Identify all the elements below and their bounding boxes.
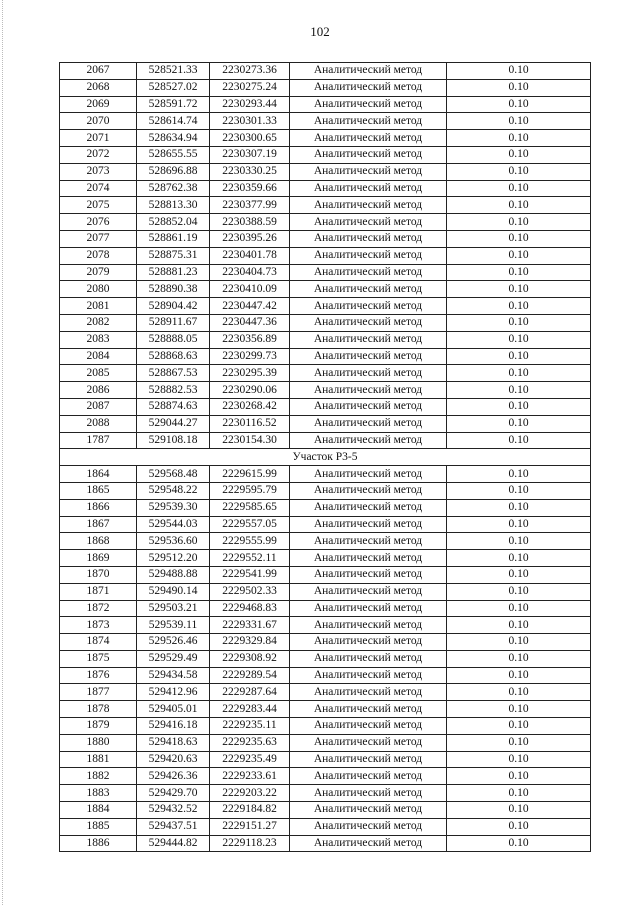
y-coordinate-cell: 2229151.27 [210,818,290,835]
x-coordinate-cell: 529412.96 [137,684,210,701]
accuracy-cell: 0.10 [447,415,591,432]
table-row [60,180,591,197]
table-row [60,281,591,298]
point-id-cell: 2075 [60,197,137,214]
section-header-group [60,449,591,466]
method-cell: Аналитический метод [290,230,447,247]
table-row [60,768,591,785]
x-coordinate-cell: 529548.22 [137,482,210,499]
table-row [60,348,591,365]
method-cell: Аналитический метод [290,583,447,600]
x-coordinate-cell: 529444.82 [137,835,210,852]
y-coordinate-cell: 2229308.92 [210,650,290,667]
point-id-cell: 2072 [60,146,137,163]
table-row [60,617,591,634]
table-row [60,566,591,583]
y-coordinate-cell: 2230410.09 [210,281,290,298]
accuracy-cell: 0.10 [447,230,591,247]
accuracy-cell: 0.10 [447,835,591,852]
y-coordinate-cell: 2229329.84 [210,634,290,651]
method-cell: Аналитический метод [290,79,447,96]
point-id-cell: 2079 [60,264,137,281]
method-cell: Аналитический метод [290,281,447,298]
x-coordinate-cell: 529503.21 [137,600,210,617]
method-cell: Аналитический метод [290,701,447,718]
x-coordinate-cell: 528890.38 [137,281,210,298]
point-id-cell: 2083 [60,331,137,348]
method-cell: Аналитический метод [290,734,447,751]
x-coordinate-cell: 529429.70 [137,785,210,802]
accuracy-cell: 0.10 [447,785,591,802]
x-coordinate-cell: 528591.72 [137,96,210,113]
point-id-cell: 1884 [60,802,137,819]
accuracy-cell: 0.10 [447,96,591,113]
accuracy-cell: 0.10 [447,247,591,264]
table-row [60,382,591,399]
accuracy-cell: 0.10 [447,264,591,281]
point-id-cell: 2074 [60,180,137,197]
y-coordinate-cell: 2230356.89 [210,331,290,348]
point-id-cell: 2084 [60,348,137,365]
point-id-cell: 2068 [60,79,137,96]
accuracy-cell: 0.10 [447,768,591,785]
table-row [60,583,591,600]
x-coordinate-cell: 529544.03 [137,516,210,533]
method-cell: Аналитический метод [290,331,447,348]
table-row [60,214,591,231]
accuracy-cell: 0.10 [447,214,591,231]
table-body-part-1 [60,63,591,449]
accuracy-cell: 0.10 [447,79,591,96]
point-id-cell: 1879 [60,718,137,735]
point-id-cell: 2076 [60,214,137,231]
table-row [60,550,591,567]
point-id-cell: 1864 [60,466,137,483]
table-row [60,365,591,382]
accuracy-cell: 0.10 [447,516,591,533]
method-cell: Аналитический метод [290,382,447,399]
table-row [60,818,591,835]
table-row [60,247,591,264]
y-coordinate-cell: 2229289.54 [210,667,290,684]
x-coordinate-cell: 529529.49 [137,650,210,667]
point-id-cell: 2087 [60,398,137,415]
x-coordinate-cell: 529426.36 [137,768,210,785]
point-id-cell: 1886 [60,835,137,852]
table-row [60,499,591,516]
table-row [60,802,591,819]
accuracy-cell: 0.10 [447,600,591,617]
x-coordinate-cell: 528655.55 [137,146,210,163]
method-cell: Аналитический метод [290,365,447,382]
table-body-part-2 [60,466,591,852]
method-cell: Аналитический метод [290,768,447,785]
y-coordinate-cell: 2229118.23 [210,835,290,852]
point-id-cell: 2070 [60,113,137,130]
y-coordinate-cell: 2229468.83 [210,600,290,617]
x-coordinate-cell: 529432.52 [137,802,210,819]
x-coordinate-cell: 528527.02 [137,79,210,96]
y-coordinate-cell: 2230295.39 [210,365,290,382]
table-row [60,650,591,667]
accuracy-cell: 0.10 [447,432,591,449]
method-cell: Аналитический метод [290,298,447,315]
x-coordinate-cell: 528911.67 [137,314,210,331]
method-cell: Аналитический метод [290,718,447,735]
accuracy-cell: 0.10 [447,281,591,298]
point-id-cell: 1880 [60,734,137,751]
table-row [60,835,591,852]
method-cell: Аналитический метод [290,650,447,667]
point-id-cell: 1867 [60,516,137,533]
accuracy-cell: 0.10 [447,802,591,819]
point-id-cell: 1871 [60,583,137,600]
x-coordinate-cell: 529416.18 [137,718,210,735]
point-id-cell: 1883 [60,785,137,802]
accuracy-cell: 0.10 [447,818,591,835]
method-cell: Аналитический метод [290,398,447,415]
y-coordinate-cell: 2230290.06 [210,382,290,399]
method-cell: Аналитический метод [290,432,447,449]
table-row [60,163,591,180]
table-row [60,130,591,147]
x-coordinate-cell: 528861.19 [137,230,210,247]
table-row [60,482,591,499]
point-id-cell: 1876 [60,667,137,684]
table-row [60,785,591,802]
accuracy-cell: 0.10 [447,751,591,768]
accuracy-cell: 0.10 [447,650,591,667]
accuracy-cell: 0.10 [447,298,591,315]
x-coordinate-cell: 529488.88 [137,566,210,583]
y-coordinate-cell: 2229184.82 [210,802,290,819]
method-cell: Аналитический метод [290,667,447,684]
table-row [60,298,591,315]
point-id-cell: 2081 [60,298,137,315]
x-coordinate-cell: 528868.63 [137,348,210,365]
y-coordinate-cell: 2229331.67 [210,617,290,634]
x-coordinate-cell: 528888.05 [137,331,210,348]
table-row [60,667,591,684]
table-row [60,415,591,432]
x-coordinate-cell: 528614.74 [137,113,210,130]
x-coordinate-cell: 528696.88 [137,163,210,180]
method-cell: Аналитический метод [290,113,447,130]
point-id-cell: 1885 [60,818,137,835]
y-coordinate-cell: 2230330.25 [210,163,290,180]
point-id-cell: 1878 [60,701,137,718]
x-coordinate-cell: 529539.30 [137,499,210,516]
table-row [60,734,591,751]
x-coordinate-cell: 529405.01 [137,701,210,718]
accuracy-cell: 0.10 [447,550,591,567]
method-cell: Аналитический метод [290,163,447,180]
table-row [60,331,591,348]
point-id-cell: 2077 [60,230,137,247]
y-coordinate-cell: 2229233.61 [210,768,290,785]
accuracy-cell: 0.10 [447,348,591,365]
x-coordinate-cell: 528904.42 [137,298,210,315]
x-coordinate-cell: 529490.14 [137,583,210,600]
point-id-cell: 1881 [60,751,137,768]
point-id-cell: 2078 [60,247,137,264]
x-coordinate-cell: 529044.27 [137,415,210,432]
point-id-cell: 1873 [60,617,137,634]
method-cell: Аналитический метод [290,835,447,852]
table-row [60,600,591,617]
y-coordinate-cell: 2230275.24 [210,79,290,96]
accuracy-cell: 0.10 [447,130,591,147]
table-row [60,230,591,247]
table-row [60,701,591,718]
table-row [60,398,591,415]
point-id-cell: 1874 [60,634,137,651]
table-row [60,79,591,96]
table-row [60,533,591,550]
x-coordinate-cell: 529536.60 [137,533,210,550]
method-cell: Аналитический метод [290,802,447,819]
table-row [60,684,591,701]
accuracy-cell: 0.10 [447,180,591,197]
accuracy-cell: 0.10 [447,146,591,163]
accuracy-cell: 0.10 [447,398,591,415]
table-row [60,516,591,533]
x-coordinate-cell: 529539.11 [137,617,210,634]
accuracy-cell: 0.10 [447,365,591,382]
scan-edge-marks [2,0,4,905]
y-coordinate-cell: 2230116.52 [210,415,290,432]
y-coordinate-cell: 2230447.36 [210,314,290,331]
table-row [60,146,591,163]
accuracy-cell: 0.10 [447,63,591,80]
method-cell: Аналитический метод [290,751,447,768]
accuracy-cell: 0.10 [447,583,591,600]
x-coordinate-cell: 528762.38 [137,180,210,197]
y-coordinate-cell: 2229555.99 [210,533,290,550]
point-id-cell: 2082 [60,314,137,331]
method-cell: Аналитический метод [290,634,447,651]
point-id-cell: 1870 [60,566,137,583]
x-coordinate-cell: 528875.31 [137,247,210,264]
point-id-cell: 2067 [60,63,137,80]
method-cell: Аналитический метод [290,499,447,516]
point-id-cell: 1882 [60,768,137,785]
y-coordinate-cell: 2230447.42 [210,298,290,315]
method-cell: Аналитический метод [290,247,447,264]
y-coordinate-cell: 2229557.05 [210,516,290,533]
method-cell: Аналитический метод [290,516,447,533]
accuracy-cell: 0.10 [447,533,591,550]
table-row [60,466,591,483]
point-id-cell: 2085 [60,365,137,382]
table-row [60,432,591,449]
x-coordinate-cell: 529420.63 [137,751,210,768]
method-cell: Аналитический метод [290,197,447,214]
method-cell: Аналитический метод [290,785,447,802]
accuracy-cell: 0.10 [447,499,591,516]
y-coordinate-cell: 2230404.73 [210,264,290,281]
section-header-row [60,449,591,466]
method-cell: Аналитический метод [290,348,447,365]
method-cell: Аналитический метод [290,566,447,583]
point-id-cell: 1875 [60,650,137,667]
method-cell: Аналитический метод [290,684,447,701]
accuracy-cell: 0.10 [447,718,591,735]
accuracy-cell: 0.10 [447,734,591,751]
x-coordinate-cell: 528874.63 [137,398,210,415]
y-coordinate-cell: 2230377.99 [210,197,290,214]
accuracy-cell: 0.10 [447,466,591,483]
y-coordinate-cell: 2230154.30 [210,432,290,449]
point-id-cell: 1787 [60,432,137,449]
method-cell: Аналитический метод [290,818,447,835]
point-id-cell: 2080 [60,281,137,298]
accuracy-cell: 0.10 [447,617,591,634]
page-number: 102 [310,24,330,39]
method-cell: Аналитический метод [290,550,447,567]
method-cell: Аналитический метод [290,415,447,432]
y-coordinate-cell: 2230268.42 [210,398,290,415]
y-coordinate-cell: 2229235.63 [210,734,290,751]
accuracy-cell: 0.10 [447,667,591,684]
y-coordinate-cell: 2230395.26 [210,230,290,247]
coordinates-table [59,62,591,852]
method-cell: Аналитический метод [290,264,447,281]
x-coordinate-cell: 529568.48 [137,466,210,483]
y-coordinate-cell: 2230299.73 [210,348,290,365]
point-id-cell: 2069 [60,96,137,113]
point-id-cell: 2088 [60,415,137,432]
table-row [60,197,591,214]
accuracy-cell: 0.10 [447,163,591,180]
x-coordinate-cell: 528867.53 [137,365,210,382]
accuracy-cell: 0.10 [447,634,591,651]
y-coordinate-cell: 2230293.44 [210,96,290,113]
method-cell: Аналитический метод [290,146,447,163]
method-cell: Аналитический метод [290,482,447,499]
y-coordinate-cell: 2229502.33 [210,583,290,600]
method-cell: Аналитический метод [290,617,447,634]
y-coordinate-cell: 2229235.49 [210,751,290,768]
y-coordinate-cell: 2230273.36 [210,63,290,80]
table-row [60,718,591,735]
y-coordinate-cell: 2229552.11 [210,550,290,567]
x-coordinate-cell: 528634.94 [137,130,210,147]
y-coordinate-cell: 2230359.66 [210,180,290,197]
method-cell: Аналитический метод [290,533,447,550]
x-coordinate-cell: 529418.63 [137,734,210,751]
point-id-cell: 2073 [60,163,137,180]
x-coordinate-cell: 528813.30 [137,197,210,214]
table-row [60,314,591,331]
x-coordinate-cell: 528521.33 [137,63,210,80]
method-cell: Аналитический метод [290,214,447,231]
method-cell: Аналитический метод [290,180,447,197]
point-id-cell: 2071 [60,130,137,147]
method-cell: Аналитический метод [290,314,447,331]
point-id-cell: 1865 [60,482,137,499]
method-cell: Аналитический метод [290,600,447,617]
x-coordinate-cell: 529437.51 [137,818,210,835]
point-id-cell: 1872 [60,600,137,617]
method-cell: Аналитический метод [290,130,447,147]
y-coordinate-cell: 2229585.65 [210,499,290,516]
accuracy-cell: 0.10 [447,482,591,499]
accuracy-cell: 0.10 [447,314,591,331]
accuracy-cell: 0.10 [447,113,591,130]
y-coordinate-cell: 2229541.99 [210,566,290,583]
method-cell: Аналитический метод [290,466,447,483]
y-coordinate-cell: 2230301.33 [210,113,290,130]
x-coordinate-cell: 529108.18 [137,432,210,449]
point-id-cell: 2086 [60,382,137,399]
y-coordinate-cell: 2229203.22 [210,785,290,802]
y-coordinate-cell: 2229595.79 [210,482,290,499]
y-coordinate-cell: 2229235.11 [210,718,290,735]
table-row [60,634,591,651]
y-coordinate-cell: 2229283.44 [210,701,290,718]
point-id-cell: 1866 [60,499,137,516]
accuracy-cell: 0.10 [447,684,591,701]
accuracy-cell: 0.10 [447,382,591,399]
x-coordinate-cell: 528852.04 [137,214,210,231]
point-id-cell: 1869 [60,550,137,567]
y-coordinate-cell: 2230300.65 [210,130,290,147]
accuracy-cell: 0.10 [447,701,591,718]
table-row [60,63,591,80]
method-cell: Аналитический метод [290,63,447,80]
method-cell: Аналитический метод [290,96,447,113]
y-coordinate-cell: 2230307.19 [210,146,290,163]
table-row [60,751,591,768]
accuracy-cell: 0.10 [447,197,591,214]
point-id-cell: 1877 [60,684,137,701]
y-coordinate-cell: 2230401.78 [210,247,290,264]
x-coordinate-cell: 528881.23 [137,264,210,281]
y-coordinate-cell: 2229615.99 [210,466,290,483]
x-coordinate-cell: 529512.20 [137,550,210,567]
accuracy-cell: 0.10 [447,566,591,583]
x-coordinate-cell: 528882.53 [137,382,210,399]
y-coordinate-cell: 2229287.64 [210,684,290,701]
accuracy-cell: 0.10 [447,331,591,348]
y-coordinate-cell: 2230388.59 [210,214,290,231]
point-id-cell: 1868 [60,533,137,550]
x-coordinate-cell: 529434.58 [137,667,210,684]
x-coordinate-cell: 529526.46 [137,634,210,651]
section-title: Участок Р3-5 [60,449,591,466]
table-row [60,113,591,130]
table-row [60,264,591,281]
table-row [60,96,591,113]
